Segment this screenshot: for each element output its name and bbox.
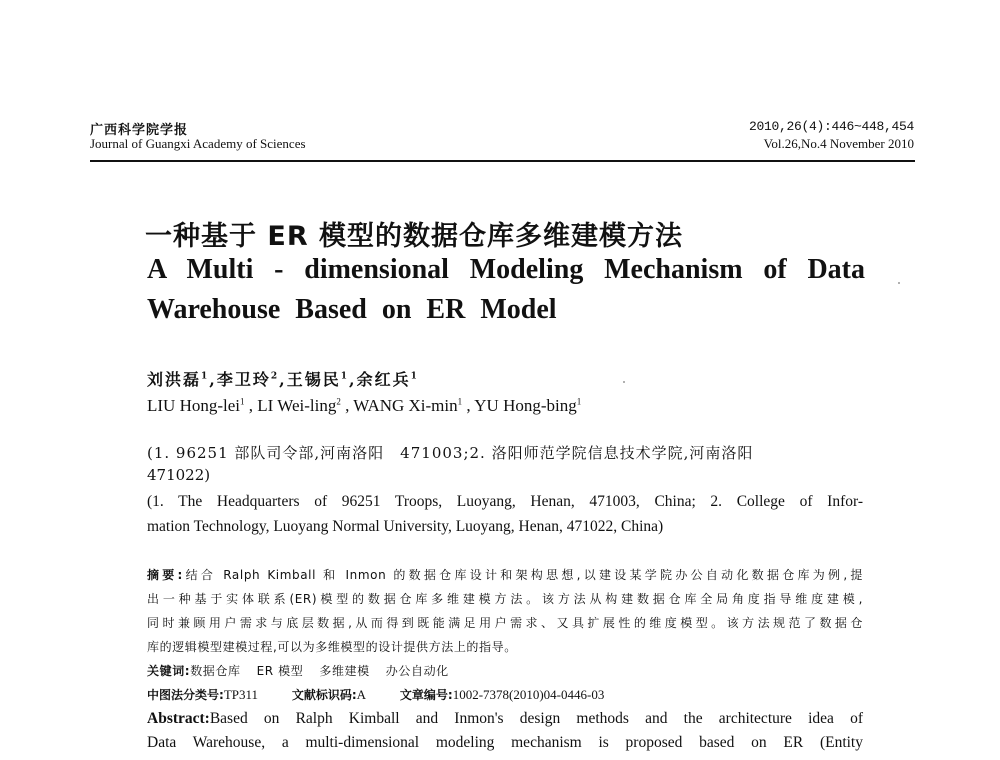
document-code-value: A [356,687,367,702]
article-id-label: 文章编号: [399,688,453,702]
article-id [400,688,604,702]
abstract-en-line2: Data Warehouse, a multi-dimensional modeling mechanism is proposed based on ER (Entity [147,734,863,751]
author-sep: , [279,370,287,389]
abstract-cn-text: 结合 Ralph Kimball 和 Inmon 的数据仓库设计和架构思想,以建设某学院办公自动化数据仓库为例,提 [182,568,863,582]
header-rule [90,160,915,162]
classification-line [147,686,634,703]
author-aff: 1 [240,396,245,407]
author-sep: , [209,370,217,389]
abstract-en-line1 [147,710,863,728]
author-aff: 1 [576,396,582,407]
author-sep: , [340,396,354,415]
author-name: 李卫玲 [216,370,271,389]
author-aff: 2 [336,396,341,407]
abstract-cn-label: 摘要: [147,568,183,582]
affiliation-cn-line1: (1. 96251 部队司令部,河南洛阳 471003;2. 洛阳师范学院信息技术学院,河南洛阳 [147,444,754,462]
abstract-cn-line3: 同时兼顾用户需求与底层数据,从而得到既能满足用户需求、又具扩展性的维度模型。该方法规范了数据仓 [147,616,863,630]
keyword: ER 模型 [256,664,304,678]
author-sep: , [349,370,357,389]
author-name: WANG Xi-min [353,396,458,415]
author-name: LI Wei-ling [257,396,337,415]
author-name: 余红兵 [356,370,411,389]
paper-title-en-line2: Warehouse Based on ER Model [147,294,557,325]
scan-speck [898,282,900,284]
abstract-cn-line1 [147,566,863,583]
keyword: 多维建模 [319,664,370,678]
author-aff: 1 [457,396,463,407]
clc-label: 中图法分类号: [147,688,224,702]
author-sep: , [462,396,475,415]
clc-value: TP311 [223,687,259,702]
volume-issue-date: Vol.26,No.4 November 2010 [763,136,914,151]
clc-number [147,688,258,702]
authors-cn [147,367,419,390]
authors-en [147,396,581,416]
abstract-cn-line4: 库的逻辑模型建模过程,可以为多维模型的设计提供方法上的指导。 [147,640,517,654]
author-name: 刘洪磊 [147,370,202,389]
citation-info: 2010,26(4):446~448,454 [748,119,914,134]
author-sep: , [244,396,258,415]
author-aff: 1 [410,371,419,382]
author-aff: 1 [340,371,349,382]
author-name: YU Hong-bing [474,396,577,415]
keyword: 数据仓库 [190,664,241,678]
journal-name-cn: 广西科学院学报 [90,122,189,137]
affiliation-en-line2: mation Technology, Luoyang Normal University, Luoyang, Henan, 471022, China) [147,518,664,535]
article-id-value: 1002-7378(2010)04-0446-03 [452,687,605,702]
paper-title-cn: 一种基于 ER 模型的数据仓库多维建模方法 [145,221,684,252]
author-name: 王锡民 [286,370,341,389]
keywords [147,662,465,679]
author-name: LIU Hong-lei [147,396,241,415]
journal-name-en: Journal of Guangxi Academy of Sciences [90,136,306,151]
author-aff: 1 [201,371,210,382]
abstract-en-label: Abstract: [147,710,210,727]
abstract-cn-line2: 出一种基于实体联系(ER)模型的数据仓库多维建模方法。该方法从构建数据仓库全局角度指导维度建模, [147,592,863,606]
document-code-label: 文献标识码: [291,688,357,702]
keyword: 办公自动化 [385,664,449,678]
paper-title-en-line1: A Multi - dimensional Modeling Mechanism of Data [147,254,865,285]
affiliation-en-line1: (1. The Headquarters of 96251 Troops, Luoyang, Henan, 471003, China; 2. College of Infor- [147,493,863,510]
affiliation-cn-line2: 471022) [147,466,211,484]
scan-speck [623,381,625,383]
author-aff: 2 [270,371,280,382]
document-code [292,688,366,702]
keywords-label: 关键词: [147,664,191,678]
abstract-en-text: Based on Ralph Kimball and Inmon's design methods and the architecture idea of [209,710,863,727]
